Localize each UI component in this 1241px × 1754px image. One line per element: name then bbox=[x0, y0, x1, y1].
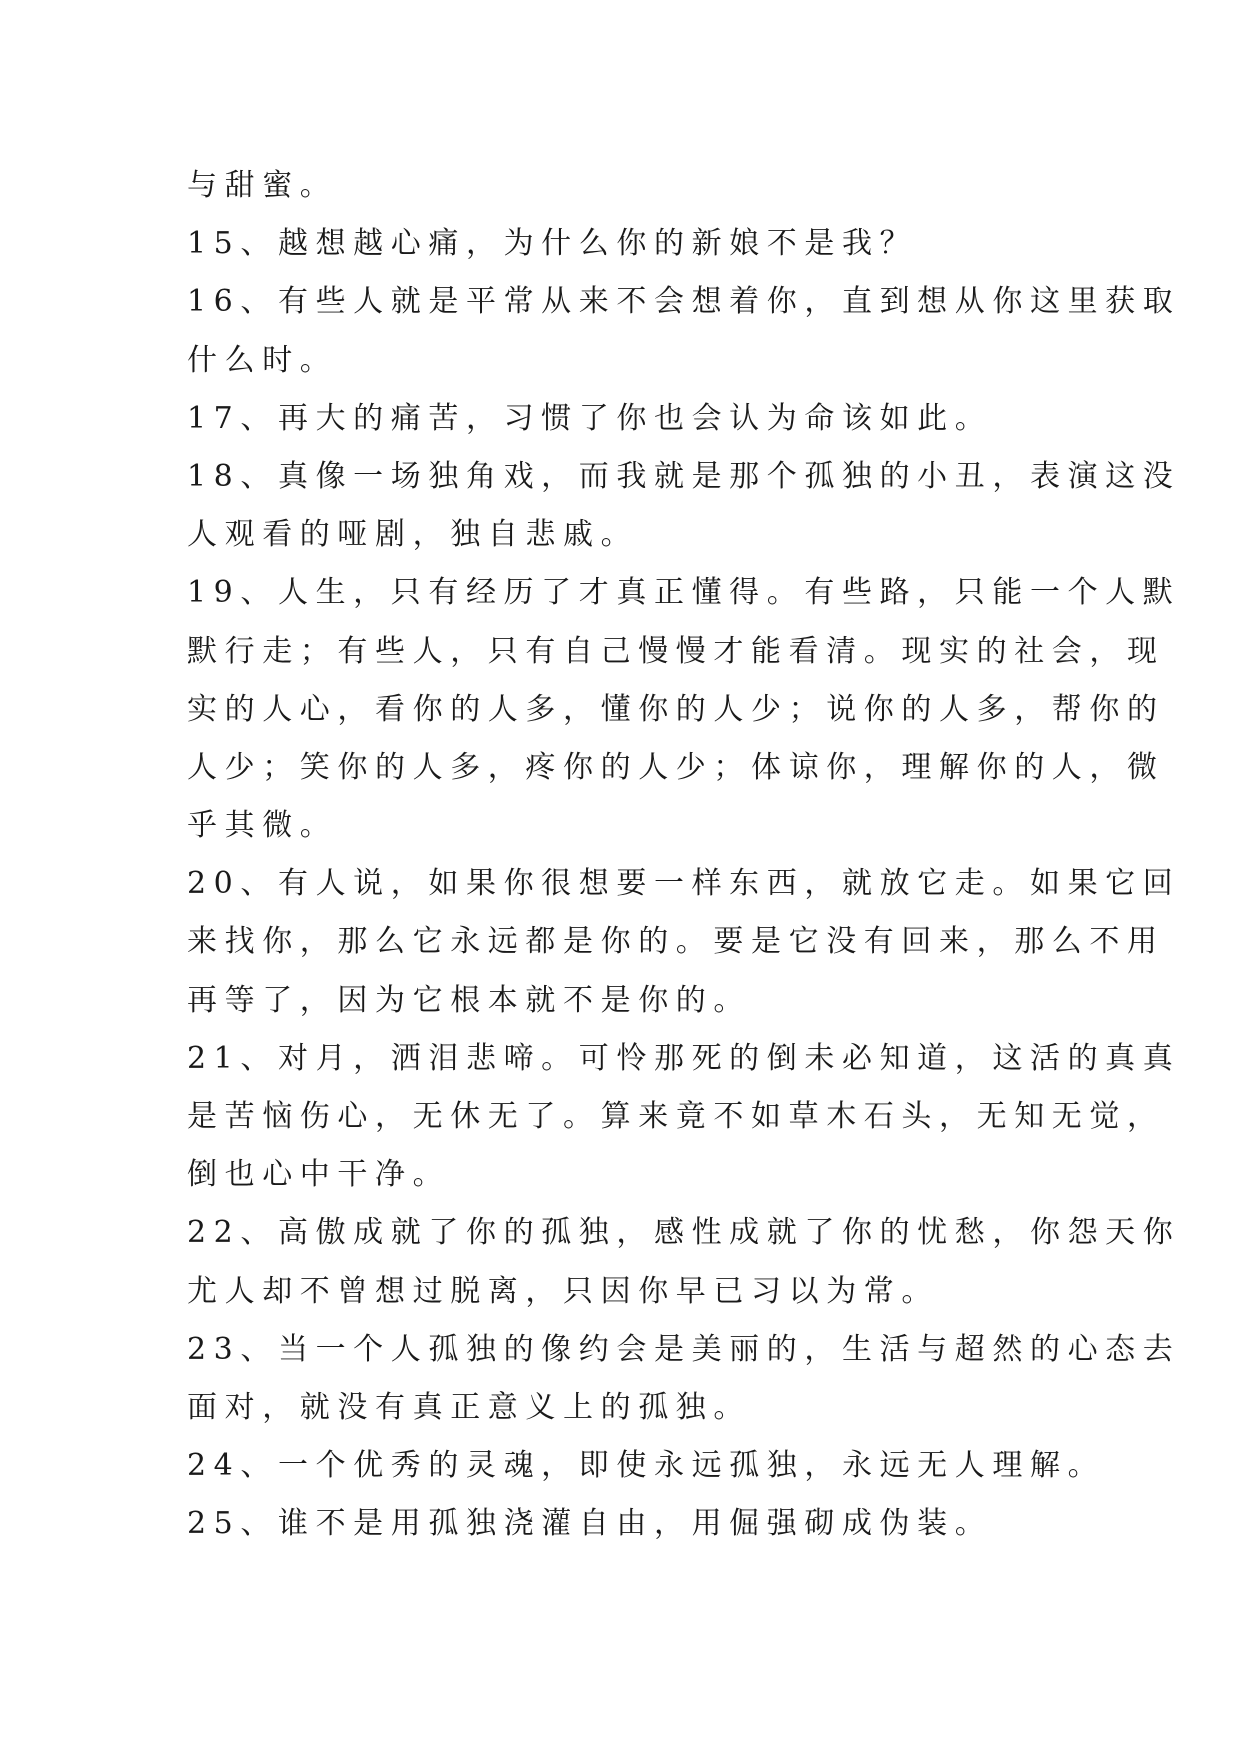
text-line: 实的人心，看你的人多，懂你的人少；说你的人多，帮你的 bbox=[187, 691, 1165, 727]
document-body bbox=[187, 157, 1181, 1554]
text-line: 面对，就没有真正意义上的孤独。 bbox=[187, 1389, 751, 1425]
text-line: 17、再大的痛苦，习惯了你也会认为命该如此。 bbox=[187, 400, 993, 436]
text-line: 21、对月，洒泪悲啼。可怜那死的倒未必知道，这活的真真 bbox=[187, 1040, 1181, 1076]
text-line: 16、有些人就是平常从来不会想着你，直到想从你这里获取 bbox=[187, 284, 1181, 320]
text-line: 乎其微。 bbox=[187, 808, 338, 844]
text-line: 18、真像一场独角戏，而我就是那个孤独的小丑，表演这没 bbox=[187, 458, 1181, 494]
text-line: 来找你，那么它永远都是你的。要是它没有回来，那么不用 bbox=[187, 924, 1165, 960]
text-line: 倒也心中干净。 bbox=[187, 1157, 451, 1193]
text-line: 24、一个优秀的灵魂，即使永远孤独，永远无人理解。 bbox=[187, 1448, 1106, 1484]
text-line: 19、人生，只有经历了才真正懂得。有些路，只能一个人默 bbox=[187, 575, 1181, 611]
text-line: 与甜蜜。 bbox=[187, 168, 338, 203]
text-line: 22、高傲成就了你的孤独，感性成就了你的忧愁，你怨天你 bbox=[187, 1215, 1181, 1251]
text-line: 默行走；有些人，只有自己慢慢才能看清。现实的社会，现 bbox=[187, 633, 1165, 669]
text-line: 人观看的哑剧，独自悲戚。 bbox=[187, 517, 639, 553]
text-line: 25、谁不是用孤独浇灌自由，用倔强砌成伪装。 bbox=[187, 1506, 993, 1542]
text-line: 20、有人说，如果你很想要一样东西，就放它走。如果它回 bbox=[187, 866, 1181, 902]
text-line: 尤人却不曾想过脱离，只因你早已习以为常。 bbox=[187, 1273, 939, 1309]
text-line: 23、当一个人孤独的像约会是美丽的，生活与超然的心态去 bbox=[187, 1331, 1181, 1367]
text-line: 人少；笑你的人多，疼你的人少；体谅你，理解你的人，微 bbox=[187, 749, 1165, 785]
text-line: 再等了，因为它根本就不是你的。 bbox=[187, 982, 751, 1018]
text-line: 是苦恼伤心，无休无了。算来竟不如草木石头，无知无觉， bbox=[187, 1099, 1165, 1134]
text-line: 15、越想越心痛，为什么你的新娘不是我？ bbox=[187, 226, 918, 262]
text-line: 什么时。 bbox=[187, 342, 338, 378]
